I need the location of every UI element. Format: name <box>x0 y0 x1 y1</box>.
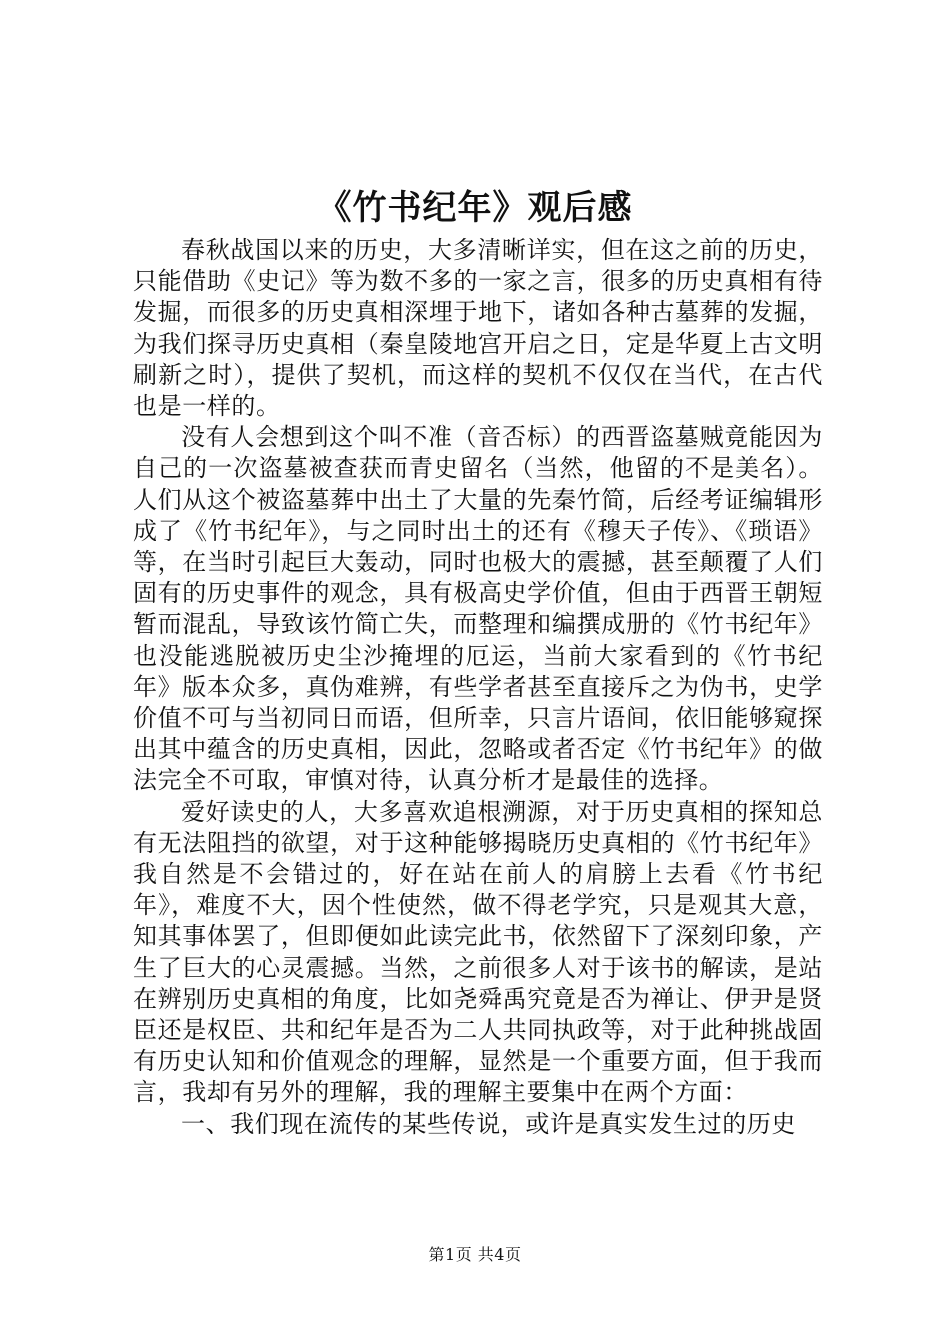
paragraph-3: 爱好读史的人，大多喜欢追根溯源，对于历史真相的探知总有无法阻挡的欲望，对于这种能够揭晓历史真相的《竹书纪年》我自然是不会错过的，好在站在前人的肩膀上去看《竹书纪年》，难度不大，因个性使然，做不得老学究，只是观其大意，知其事体罢了，但即便如此读完此书，依然留下了深刻印象，产生了巨大的心灵震撼。当然，之前很多人对于该书的解读，是站在辨别历史真相的角度，比如尧舜禹究竟是否为禅让、伊尹是贤臣还是权臣、共和纪年是否为二人共同执政等，对于此种挑战固有历史认知和价值观念的理解，显然是一个重要方面，但于我而言，我却有另外的理解，我的理解主要集中在两个方面： <box>133 797 823 1107</box>
paragraph-1: 春秋战国以来的历史，大多清晰详实，但在这之前的历史，只能借助《史记》等为数不多的一家之言，很多的历史真相有待发掘，而很多的历史真相深埋于地下，诸如各种古墓葬的发掘，为我们探寻历史真相（秦皇陵地宫开启之日，定是华夏上古文明刷新之时），提供了契机，而这样的契机不仅仅在当代，在古代也是一样的。 <box>133 236 823 421</box>
paragraph-2: 没有人会想到这个叫不准（音否标）的西晋盗墓贼竟能因为自己的一次盗墓被查获而青史留名（当然，他留的不是美名）。人们从这个被盗墓葬中出土了大量的先秦竹简，后经考证编辑形成了《竹书纪年》，与之同时出土的还有《穆天子传》、《琐语》等，在当时引起巨大轰动，同时也极大的震撼，甚至颠覆了人们固有的历史事件的观念，具有极高史学价值，但由于西晋王朝短暂而混乱，导致该竹简亡失，而整理和编撰成册的《竹书纪年》也没能逃脱被历史尘沙掩埋的厄运，当前大家看到的《竹书纪年》版本众多，真伪难辨，有些学者甚至直接斥之为伪书，史学价值不可与当初同日而语，但所幸，只言片语间，依旧能够窥探出其中蕴含的历史真相，因此，忽略或者否定《竹书纪年》的做法完全不可取，审慎对待，认真分析才是最佳的选择。 <box>133 423 823 795</box>
page-footer: 第1页 共4页 <box>428 1245 522 1264</box>
document-title: 《竹书纪年》观后感 <box>317 188 633 228</box>
paragraph-4: 一、我们现在流传的某些传说，或许是真实发生过的历史 <box>181 1109 796 1138</box>
document-body <box>133 235 823 1140</box>
